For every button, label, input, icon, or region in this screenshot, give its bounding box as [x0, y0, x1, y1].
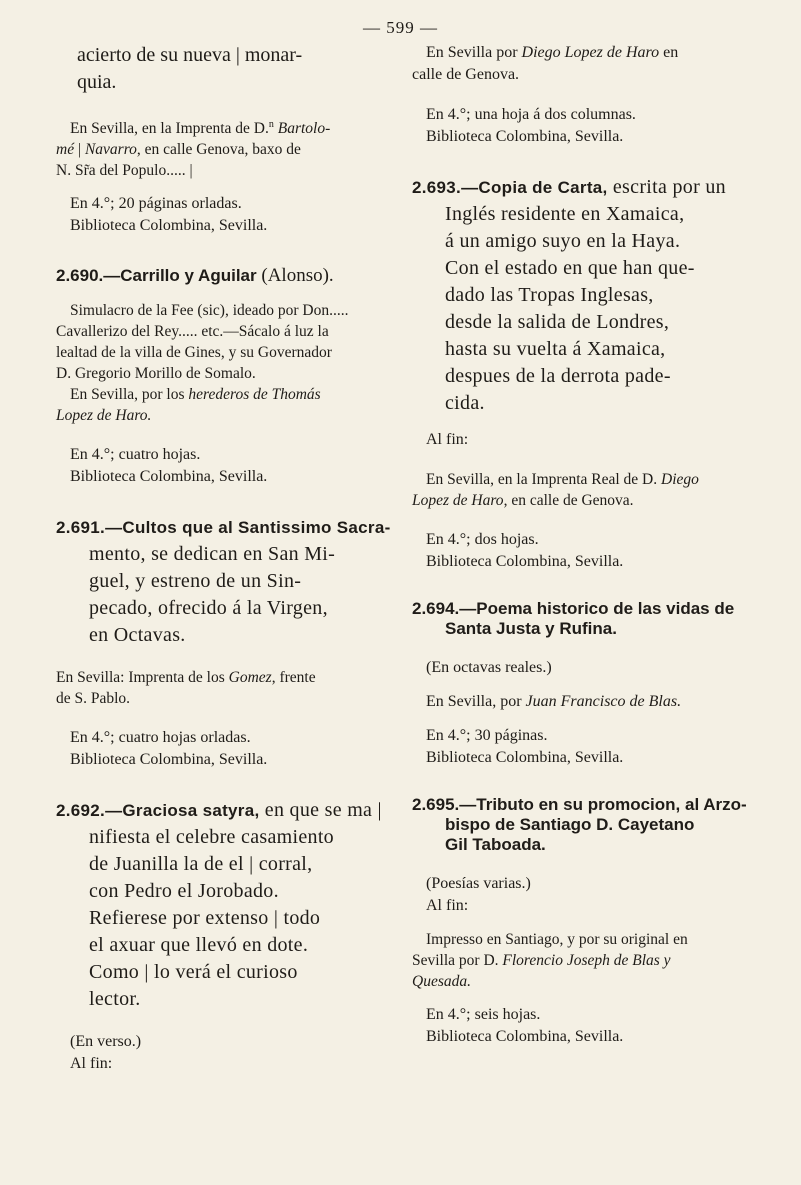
entry-2692-heading	[56, 797, 391, 1013]
format-note: (Poesías varias.)	[426, 875, 531, 892]
entry-title: —Tributo en su promocion, al Arzo-	[459, 795, 747, 814]
printer-name: mé	[56, 141, 75, 159]
library-location: Biblioteca Colombina, Sevilla.	[70, 468, 268, 486]
entry-title-rest: en que se ma |	[259, 799, 382, 822]
title-line: pecado, ofrecido á la Virgen,	[89, 597, 328, 620]
title-line: nifiesta el celebre casamiento	[89, 826, 334, 849]
entry-number: 2.693.	[412, 178, 462, 197]
continued-line: acierto de su nueva | monar-	[77, 44, 303, 66]
imprint-text: calle de Genova.	[412, 66, 520, 83]
printer-name: Quesada.	[412, 973, 471, 990]
imprint-text: N. Sr̃a del Populo..... |	[56, 162, 193, 180]
physical-description: En 4.°; una hoja á dos columnas.	[426, 106, 636, 123]
entry-2693-heading	[412, 174, 762, 417]
printer-name: Juan Francisco de Blas.	[525, 693, 682, 710]
entry-number: 2.690.	[56, 266, 104, 286]
entry-author-given: (Alonso).	[256, 265, 334, 287]
imprint-text: de S. Pablo.	[56, 690, 131, 708]
physical-description: En 4.°; cuatro hojas.	[70, 446, 201, 464]
title-line: mento, se dedican en San Mi-	[89, 543, 336, 566]
title-line: lector.	[89, 988, 141, 1011]
imprint-text: En Sevilla: Imprenta de los	[56, 669, 229, 687]
body-line: Cavallerizo del Rey..... etc.—Sácalo á luz la	[56, 323, 329, 341]
title-line: con Pedro el Jorobado.	[89, 880, 279, 903]
continued-title	[77, 42, 391, 96]
imprint-text: Impresso en Santiago, y por su original en	[426, 931, 688, 948]
entry-title: —Copia de Carta,	[461, 178, 608, 197]
library-location: Biblioteca Colombina, Sevilla.	[70, 751, 268, 769]
imprint-text: En Sevilla por	[426, 44, 522, 61]
colophon-label: Al fin:	[426, 431, 469, 448]
printer-name: Florencio Joseph de Blas y	[502, 952, 671, 969]
title-line: Con el estado en que han que-	[445, 257, 695, 279]
format-note: (En octavas reales.)	[426, 659, 552, 676]
imprint-text: En Sevilla, en la Imprenta de D.	[70, 120, 269, 138]
imprint-text: , frente	[271, 669, 316, 687]
entry-2691-heading	[56, 514, 391, 649]
printer-name: Navarro	[84, 141, 137, 159]
physical-description: En 4.°; 20 páginas orladas.	[70, 195, 242, 213]
title-line: el axuar que llevó en dote.	[89, 934, 309, 957]
right-column	[412, 42, 762, 1048]
title-line: dado las Tropas Inglesas,	[445, 284, 654, 306]
continued-line: quia.	[77, 71, 117, 93]
physical-description: En 4.°; seis hojas.	[426, 1006, 541, 1023]
entry-2690-body	[56, 300, 391, 426]
imprint-text: En Sevilla, por los	[70, 386, 189, 404]
title-line: de Juanilla la de el | corral,	[89, 853, 313, 876]
imprint	[412, 42, 762, 86]
format-note: (En verso.)	[70, 1033, 142, 1051]
body-line: D. Gregorio Morillo de Somalo.	[56, 365, 256, 383]
imprint	[412, 929, 762, 992]
entry-title-rest: escrita por un	[607, 176, 726, 198]
imprint-text: en	[659, 44, 679, 61]
printer-name: herederos de Thomás	[188, 386, 321, 404]
title-line: hasta su vuelta á Xamaica,	[445, 338, 666, 360]
printer-name: Lopez de Haro	[412, 492, 504, 509]
entry-number: 2.694.	[412, 599, 460, 618]
title-line: en Octavas.	[89, 624, 186, 647]
entry-number: 2.695.	[412, 795, 460, 814]
imprint-text: |	[77, 141, 85, 159]
title-line: desde la salida de Londres,	[445, 311, 670, 333]
body-line: Simulacro de la Fee (sic), ideado por Don.....	[70, 302, 349, 320]
imprint-sup: n	[268, 119, 274, 130]
entry-title: —Cultos que al Santissimo Sacra-	[105, 518, 391, 538]
library-location: Biblioteca Colombina, Sevilla.	[426, 553, 624, 570]
title-line: cida.	[445, 392, 485, 414]
title-line: Como | lo verá el curioso	[89, 961, 298, 984]
colophon-label: Al fin:	[70, 1055, 113, 1073]
library-location: Biblioteca Colombina, Sevilla.	[426, 749, 624, 766]
title-line: guel, y estreno de un Sin-	[89, 570, 302, 593]
title-line: Inglés residente en Xamaica,	[445, 203, 685, 225]
title-line: Santa Justa y Rufina.	[445, 619, 617, 638]
physical-description: En 4.°; cuatro hojas orladas.	[70, 729, 251, 747]
printer-name: Diego Lopez de Haro	[521, 44, 660, 61]
page-number: — 599 —	[363, 18, 438, 37]
left-column	[56, 42, 391, 1075]
imprint-text: En Sevilla, por	[426, 693, 526, 710]
entry-author: —Carrillo y Aguilar	[103, 266, 257, 286]
imprint	[412, 469, 762, 511]
colophon-label: Al fin:	[426, 897, 469, 914]
title-line: Refierese por extenso | todo	[89, 907, 321, 930]
physical-description: En 4.°; dos hojas.	[426, 531, 539, 548]
body-line: lealtad de la villa de Gines, y su Governador	[56, 344, 332, 362]
entry-title: —Graciosa satyra,	[105, 801, 260, 821]
imprint-text: Sevilla por D.	[412, 952, 503, 969]
imprint-text: En Sevilla, en la Imprenta Real de D.	[426, 471, 662, 488]
printer-name: Gomez	[228, 669, 272, 687]
imprint	[56, 667, 391, 709]
imprint	[56, 114, 391, 181]
library-location: Biblioteca Colombina, Sevilla.	[426, 1028, 624, 1045]
entry-2690-heading	[56, 263, 391, 288]
printer-name: Lopez de Haro.	[56, 407, 152, 425]
imprint-text: , en calle de Genova.	[503, 492, 634, 509]
printer-name: Diego	[661, 471, 699, 488]
entry-title: —Poema historico de las vidas de	[459, 599, 735, 618]
library-location: Biblioteca Colombina, Sevilla.	[426, 128, 624, 145]
title-line: á un amigo suyo en la Haya.	[445, 230, 681, 252]
imprint-text: , en calle Genova, baxo de	[136, 141, 301, 159]
entry-number: 2.691.	[56, 518, 106, 538]
entry-2694-heading	[412, 599, 762, 639]
entry-2695-heading	[412, 795, 762, 855]
title-line: bispo de Santiago D. Cayetano	[445, 815, 695, 834]
title-line: Gil Taboada.	[445, 835, 546, 854]
printer-name: Bartolo-	[277, 120, 331, 138]
entry-number: 2.692.	[56, 801, 106, 821]
title-line: despues de la derrota pade-	[445, 365, 671, 387]
library-location: Biblioteca Colombina, Sevilla.	[70, 217, 268, 235]
physical-description: En 4.°; 30 páginas.	[426, 727, 548, 744]
